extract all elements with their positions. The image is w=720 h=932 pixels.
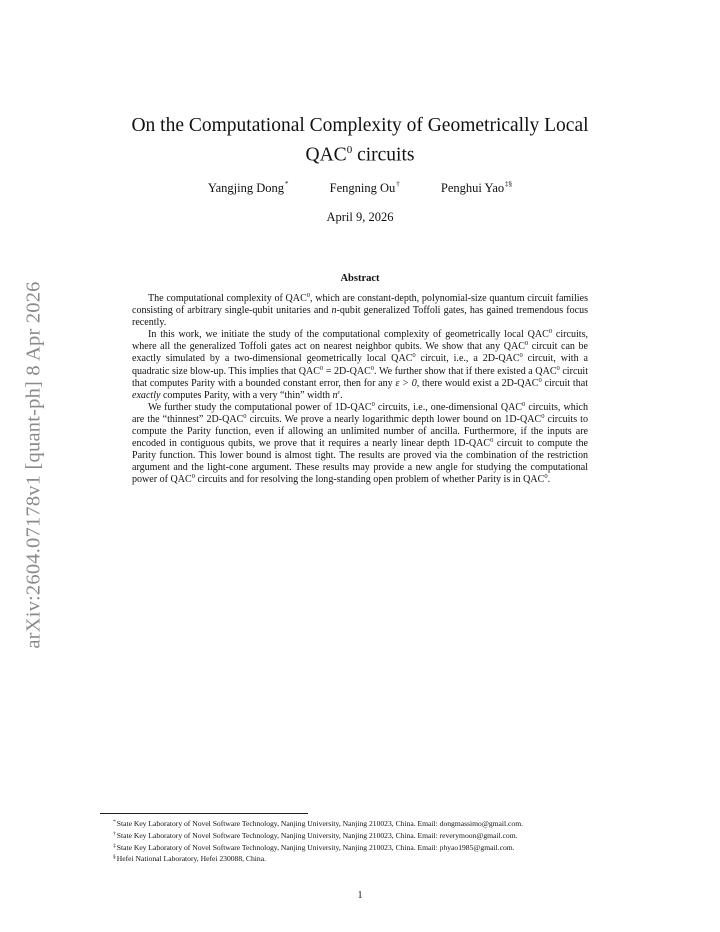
abstract-paragraph-3 xyxy=(132,402,588,487)
abstract-superscript: 0 xyxy=(548,328,553,336)
abstract-superscript: 0 xyxy=(524,340,529,348)
abstract-text: circuits, i.e., one-dimensional QAC xyxy=(374,401,523,413)
abstract-text: The computational complexity of QAC xyxy=(148,293,307,304)
abstract-superscript: 0 xyxy=(371,400,375,408)
title-line-1: On the Computational Complexity of Geometrically Local xyxy=(131,115,589,136)
footnote xyxy=(113,842,643,854)
author-name: Penghui Yao xyxy=(440,181,505,195)
abstract-superscript: 0 xyxy=(538,376,542,384)
abstract-text: computes Parity, with a very “thin” width xyxy=(160,389,333,401)
abstract-superscript: 0 xyxy=(556,364,560,372)
abstract-text: , which are constant-depth, polynomial-size quantum circuit families consisting of arbitrary single-qubit unitaries and xyxy=(132,293,588,317)
footnote-divider xyxy=(100,813,308,814)
abstract-text: circuits to compute the Parity function, even if allowing an unlimited number of ancilla. Furthermore, if the inputs are encoded in contiguous qubits, we prove that it requires a nearly linear depth 1D-QAC xyxy=(132,413,588,450)
abstract-math: n xyxy=(332,389,338,401)
abstract-superscript: 0 xyxy=(519,352,523,360)
abstract-text: . xyxy=(547,474,551,486)
abstract-paragraph-2 xyxy=(132,329,588,402)
abstract-text: -qubit generalized Toffoli gates, has gained tremendous focus recently. xyxy=(132,305,588,329)
footnote-text: Hefei National Laboratory, Hefei 230088, China. xyxy=(116,854,266,864)
abstract-text: circuit that xyxy=(541,377,588,389)
abstract-superscript: 0 xyxy=(490,437,494,445)
title-qac: QAC xyxy=(305,144,347,166)
title-qac-superscript: 0 xyxy=(346,144,353,156)
abstract-text: . xyxy=(340,389,343,401)
footnotes xyxy=(113,818,643,865)
abstract-text: We further study the computational power of 1D-QAC xyxy=(148,401,372,413)
footnote-text: State Key Laboratory of Novel Software Technology, Nanjing University, Nanjing 210023, China. Email: dongmassimo@gmail.com. xyxy=(116,819,524,828)
abstract-emphasis: exactly xyxy=(132,389,161,401)
footnote-mark: § xyxy=(113,854,116,861)
abstract-superscript: 0 xyxy=(541,412,545,420)
footnote-mark: † xyxy=(113,830,116,837)
abstract-superscript: 0 xyxy=(306,292,311,299)
abstract-text: circuits and for resolving the long-standing open problem of whether Parity is in QAC xyxy=(194,474,545,486)
footnote-mark: ‡ xyxy=(113,842,116,849)
author-name: Fengning Ou xyxy=(329,181,396,195)
abstract-superscript: ε xyxy=(337,388,341,396)
abstract-text: circuit, i.e., a 2D-QAC xyxy=(415,353,520,365)
footnote xyxy=(113,830,643,842)
abstract-superscript: 0 xyxy=(544,473,548,481)
abstract-paragraph-1 xyxy=(132,293,588,329)
title-line-2 xyxy=(100,138,620,168)
footnote-mark: * xyxy=(113,819,116,825)
abstract-math: ε > 0 xyxy=(395,377,417,389)
abstract-superscript: 0 xyxy=(319,364,324,372)
abstract-math: n xyxy=(331,305,337,317)
author xyxy=(330,180,400,196)
abstract-text: circuit to compute the Parity function. This lower bound is almost tight. The results are proved via the combination of the restriction argument and the light-cone argument. These results may provide a new angle for studying the computational power of QAC xyxy=(132,438,588,486)
abstract-text: circuit, with a quadratic size blow-up. This implies that QAC xyxy=(132,353,588,377)
page-number: 1 xyxy=(357,890,363,901)
author-affiliation-mark: ‡§ xyxy=(505,180,513,188)
abstract-text: In this work, we initiate the study of the computational complexity of geometrically local QAC xyxy=(148,329,549,341)
author-affiliation-mark: * xyxy=(285,180,289,188)
title-suffix: circuits xyxy=(352,144,415,166)
author-list xyxy=(0,180,720,196)
footnote xyxy=(113,853,643,865)
publication-date: April 9, 2026 xyxy=(326,210,394,224)
abstract-body xyxy=(132,293,588,487)
arxiv-identifier-stamp: arXiv:2604.07178v1 [quant-ph] 8 Apr 2026 xyxy=(22,281,45,649)
abstract-superscript: 0 xyxy=(522,400,526,408)
author xyxy=(441,180,512,196)
abstract-superscript: 0 xyxy=(191,473,195,481)
author xyxy=(208,180,289,196)
abstract-text: circuits. We prove a nearly logarithmic depth lower bound on 1D-QAC xyxy=(246,413,542,425)
abstract-superscript: 0 xyxy=(243,412,247,420)
footnote-text: State Key Laboratory of Novel Software Technology, Nanjing University, Nanjing 210023, China. Email: phyao1985@gmail.com. xyxy=(116,842,515,852)
author-name: Yangjing Dong xyxy=(207,181,285,195)
abstract-text: circuit that computes Parity with a bounded constant error, then for any xyxy=(132,365,589,389)
paper-title xyxy=(100,113,620,168)
author-affiliation-mark: † xyxy=(396,180,400,188)
abstract-text: circuits, where all the generalized Toffoli gates act on nearest neighbor qubits. We show that any QAC xyxy=(132,329,588,353)
abstract-heading: Abstract xyxy=(340,273,380,284)
abstract-text: circuits, which are the “thinnest” 2D-QAC xyxy=(132,401,588,425)
abstract-text: circuit can be exactly simulated by a two-dimensional geometrically local QAC xyxy=(132,341,588,365)
footnote xyxy=(113,818,643,830)
abstract-text: . We further show that if there existed a QAC xyxy=(374,365,557,377)
footnote-text: State Key Laboratory of Novel Software Technology, Nanjing University, Nanjing 210023, China. Email: reverymoon@gmail.com. xyxy=(116,830,518,840)
abstract-superscript: 0 xyxy=(412,352,416,360)
abstract-superscript: 0 xyxy=(370,364,375,372)
abstract-text: = 2D-QAC xyxy=(323,365,371,377)
abstract-text: , there would exist a 2D-QAC xyxy=(416,377,539,389)
